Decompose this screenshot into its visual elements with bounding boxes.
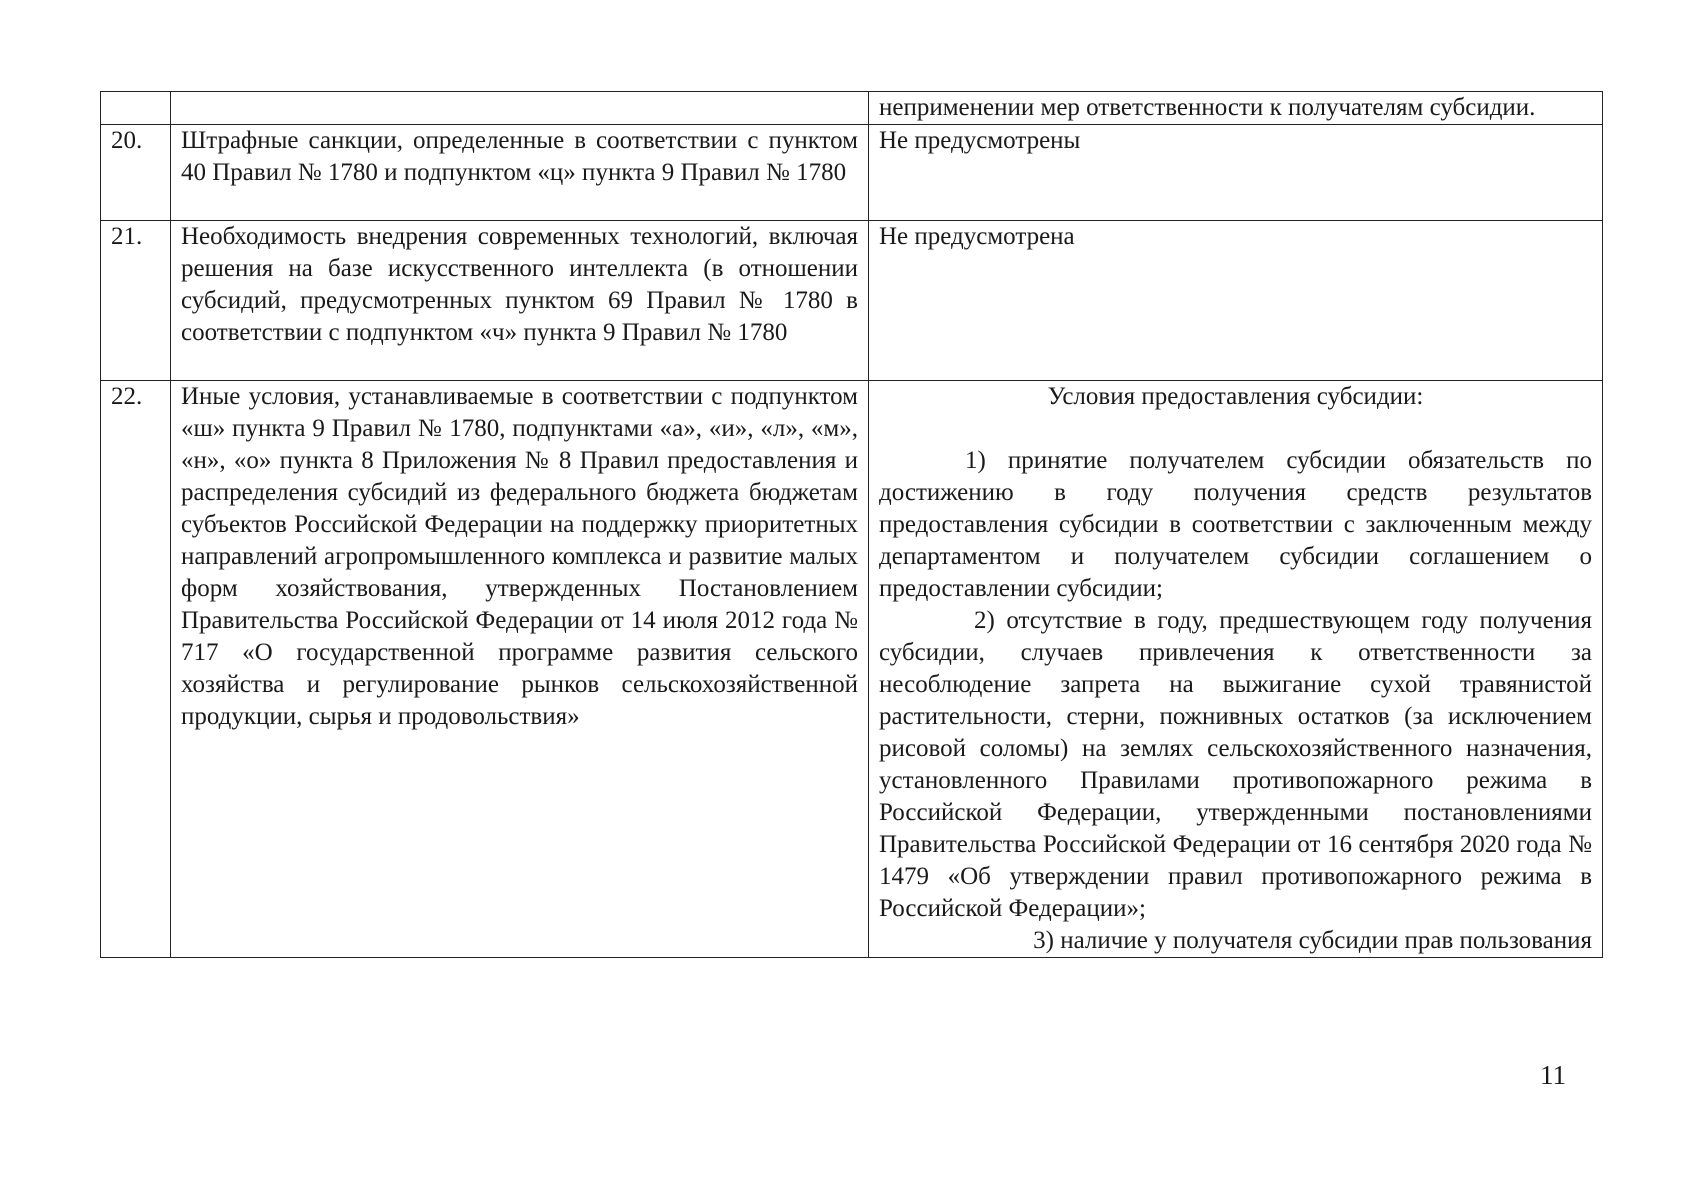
document-table <box>100 91 1603 958</box>
row-number: 21. <box>101 221 171 381</box>
row-number <box>101 92 171 125</box>
condition-value: Не предусмотрены <box>869 125 1603 221</box>
condition-item-1: 1) принятие получателем субсидии обязательств по достижению в году получения средств результатов предоставления субсидии в соответствии с заключенным между департаментом и получателем субсидии соглашением о предоставлении субсидии; <box>879 447 1592 602</box>
table-row <box>101 125 1603 221</box>
condition-description <box>171 92 869 125</box>
condition-description: Необходимость внедрения современных технологий, включая решения на базе искусственного интеллекта (в отношении субсидий, предусмотренных пунктом 69 Правил № 1780 в соответствии с подпунктом «ч» пункта 9 Правил № 1780 <box>171 221 869 381</box>
conditions-heading: Условия предоставления субсидии: <box>1047 383 1424 410</box>
row-number: 22. <box>101 381 171 958</box>
row-number: 20. <box>101 125 171 221</box>
condition-value: Не предусмотрена <box>869 221 1603 381</box>
condition-description: Штрафные санкции, определенные в соответствии с пунктом 40 Правил № 1780 и подпунктом «ц» пункта 9 Правил № 1780 <box>171 125 869 221</box>
condition-value <box>869 381 1603 958</box>
table-row <box>101 92 1603 125</box>
condition-item-3: 3) наличие у получателя субсидии прав пользования <box>1033 927 1592 954</box>
condition-item-2: 2) отсутствие в году, предшествующем году получения субсидии, случаев привлечения к ответственности за несоблюдение запрета на выжигание сухой травянистой растительности, стерни, пожнивных остатков (за исключением рисовой соломы) на землях сельскохозяйственного назначения, установленного Правилами противопожарного режима в Российской Федерации, утвержденными постановлениями Правительства Российской Федерации от 16 сентября 2020 года № 1479 «Об утверждении правил противопожарного режима в Российской Федерации»; <box>879 607 1592 922</box>
condition-value: неприменении мер ответственности к получателям субсидии. <box>869 92 1603 125</box>
condition-description: Иные условия, устанавливаемые в соответствии с подпунктом «ш» пункта 9 Правил № 1780, подпунктами «а», «и», «л», «м», «н», «о» пункта 8 Приложения № 8 Правил предоставления и распределения субсидий из федерального бюджета бюджетам субъектов Российской Федерации на поддержку приоритетных направлений агропромышленного комплекса и развитие малых форм хозяйствования, утвержденных Постановлением Правительства Российской Федерации от 14 июля 2012 года № 717 «О государственной программе развития сельского хозяйства и регулирование рынков сельскохозяйственной продукции, сырья и продовольствия» <box>171 381 869 958</box>
spacer <box>879 413 1592 445</box>
table-row <box>101 381 1603 958</box>
page-number: 11 <box>1540 1060 1566 1090</box>
table-row <box>101 221 1603 381</box>
